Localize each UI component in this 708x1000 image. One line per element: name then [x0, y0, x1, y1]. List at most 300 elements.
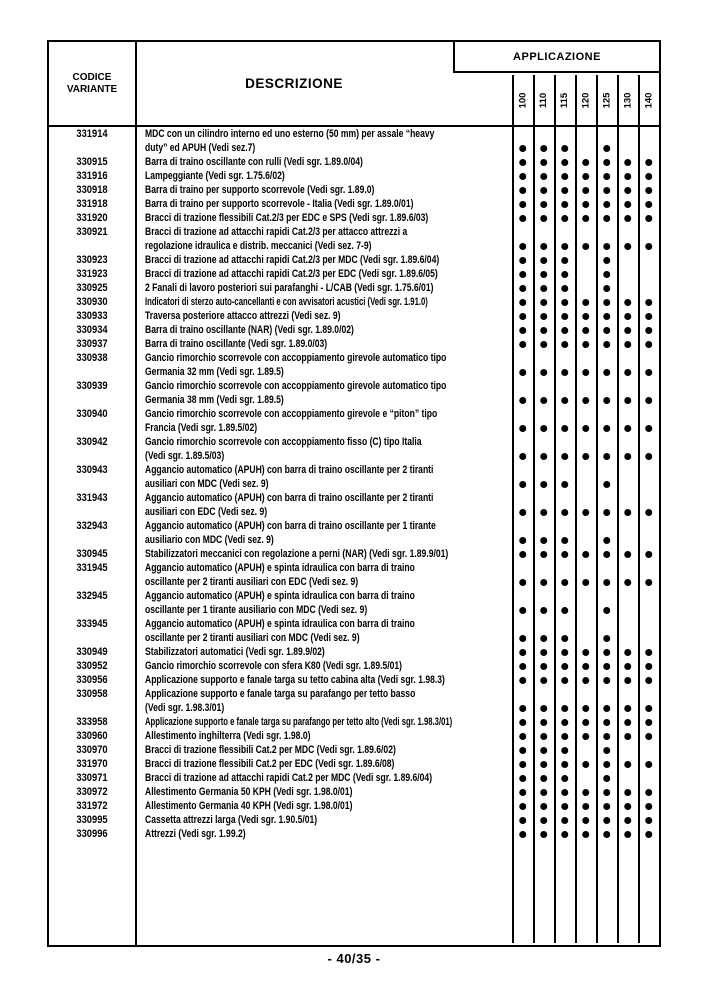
description-line: Allestimento Germania 50 KPH (Vedi sgr. 1.98.0/01): [145, 786, 353, 798]
applicability-dot: [624, 299, 632, 307]
applicability-cell-100: [512, 197, 533, 211]
applicability-dot: [519, 313, 527, 321]
parts-table: [47, 40, 661, 947]
applicability-cell-110: [533, 183, 554, 197]
applicability-cell-130: [617, 491, 638, 519]
variant-code: 330943: [76, 464, 108, 476]
table-row: [49, 743, 659, 757]
description-line: MDC con un cilindro interno ed uno esterno (50 mm) per assale “heavy: [145, 128, 435, 140]
applicability-dot: [645, 187, 653, 195]
applicability-dot: [540, 425, 548, 433]
applicability-dot: [540, 831, 548, 839]
applicability-cell-140: [638, 785, 659, 799]
applicability-cell-120: [575, 519, 596, 547]
applicability-cell-140: [638, 547, 659, 561]
variant-code: 331920: [76, 212, 108, 224]
applicability-cell-110: [533, 225, 554, 253]
variant-code: 330996: [76, 828, 108, 840]
variant-code: 330945: [76, 548, 108, 560]
applicability-cell-110: [533, 211, 554, 225]
description-line: Cassetta attrezzi larga (Vedi sgr. 1.90.5/01): [145, 814, 318, 826]
table-row: [49, 547, 659, 561]
applicability-dot: [540, 509, 548, 517]
applicability-cell-130: [617, 547, 638, 561]
applicability-dot: [645, 761, 653, 769]
applicability-dot: [582, 341, 590, 349]
applicability-dot: [561, 761, 569, 769]
variant-code: 330972: [76, 786, 108, 798]
applicability-dot: [540, 579, 548, 587]
applicability-cell-115: [554, 743, 575, 757]
applicability-dot: [603, 649, 611, 657]
applicability-cell-125: [596, 253, 617, 267]
table-row: [49, 673, 659, 687]
applicability-dot: [624, 831, 632, 839]
applicability-cell-120: [575, 379, 596, 407]
applicability-dot: [519, 285, 527, 293]
applicability-cell-100: [512, 617, 533, 645]
table-row: [49, 337, 659, 351]
applicability-cell-115: [554, 281, 575, 295]
applicability-cell-125: [596, 617, 617, 645]
applicability-dot: [540, 159, 548, 167]
variant-description: [135, 463, 512, 491]
applicability-cell-100: [512, 519, 533, 547]
applicability-dot: [561, 775, 569, 783]
applicability-cell-120: [575, 757, 596, 771]
applicability-cell-110: [533, 827, 554, 841]
applicability-cell-115: [554, 169, 575, 183]
variant-description: [135, 379, 512, 407]
applicability-dot: [582, 453, 590, 461]
description-line: Barra di traino oscillante (Vedi sgr. 1.89.0/03): [145, 338, 328, 350]
applicability-dot: [540, 313, 548, 321]
model-column-label: 120: [579, 92, 591, 108]
applicability-cell-110: [533, 337, 554, 351]
variant-code: 331914: [76, 128, 108, 140]
variant-code: 330938: [76, 352, 108, 364]
applicability-dot: [519, 677, 527, 685]
applicability-cell-140: [638, 771, 659, 785]
applicability-cell-140: [638, 687, 659, 715]
applicability-dot: [582, 831, 590, 839]
applicability-dot: [561, 425, 569, 433]
applicability-dot: [519, 803, 527, 811]
applicability-dot: [519, 215, 527, 223]
applicability-cell-140: [638, 267, 659, 281]
applicability-cell-125: [596, 267, 617, 281]
applicability-cell-110: [533, 463, 554, 491]
variant-code: 330970: [76, 744, 108, 756]
variant-code: 330956: [76, 674, 108, 686]
applicability-cell-115: [554, 183, 575, 197]
applicability-dot: [645, 831, 653, 839]
applicability-dot: [582, 705, 590, 713]
applicability-cell-100: [512, 295, 533, 309]
applicability-dot: [561, 173, 569, 181]
applicability-dot: [519, 369, 527, 377]
codice-header-line2: VARIANTE: [66, 83, 118, 95]
applicability-cell-140: [638, 673, 659, 687]
applicability-cell-120: [575, 729, 596, 743]
applicability-cell-130: [617, 659, 638, 673]
applicability-dot: [582, 761, 590, 769]
applicability-cell-140: [638, 197, 659, 211]
applicability-dot: [561, 369, 569, 377]
applicability-cell-110: [533, 659, 554, 673]
variant-description: [135, 589, 512, 617]
applicability-cell-125: [596, 589, 617, 617]
applicability-dot: [561, 299, 569, 307]
applicability-dot: [540, 705, 548, 713]
applicability-cell-140: [638, 617, 659, 645]
applicability-cell-100: [512, 211, 533, 225]
variant-code: 333945: [76, 618, 108, 630]
applicability-dot: [624, 649, 632, 657]
variant-description: [135, 211, 512, 225]
applicability-dot: [540, 369, 548, 377]
applicability-cell-120: [575, 589, 596, 617]
model-column-header-100: [512, 75, 533, 125]
applicability-cell-120: [575, 547, 596, 561]
model-column-label: 130: [621, 92, 633, 108]
applicability-cell-120: [575, 295, 596, 309]
applicability-cell-115: [554, 211, 575, 225]
description-line: Barra di traino oscillante con rulli (Vedi sgr. 1.89.0/04): [145, 156, 363, 168]
table-row: [49, 351, 659, 379]
applicability-dot: [519, 257, 527, 265]
applicability-dot: [561, 481, 569, 489]
applicability-cell-100: [512, 827, 533, 841]
applicability-cell-125: [596, 561, 617, 589]
variant-code: 330937: [76, 338, 108, 350]
variant-code: 331945: [76, 562, 108, 574]
applicability-cell-110: [533, 687, 554, 715]
applicability-dot: [582, 719, 590, 727]
applicability-cell-130: [617, 715, 638, 729]
variant-code: 330918: [76, 184, 108, 196]
applicability-dot: [624, 327, 632, 335]
applicability-cell-130: [617, 435, 638, 463]
applicability-cell-115: [554, 519, 575, 547]
applicability-cell-110: [533, 617, 554, 645]
applicability-dot: [540, 719, 548, 727]
applicability-dot: [645, 803, 653, 811]
table-row: [49, 771, 659, 785]
applicability-cell-110: [533, 715, 554, 729]
applicability-cell-120: [575, 435, 596, 463]
applicability-dot: [540, 341, 548, 349]
applicability-dot: [540, 285, 548, 293]
applicability-cell-125: [596, 519, 617, 547]
applicability-cell-100: [512, 127, 533, 155]
applicability-dot: [582, 369, 590, 377]
applicability-cell-115: [554, 309, 575, 323]
applicability-cell-110: [533, 309, 554, 323]
applicability-cell-115: [554, 407, 575, 435]
variant-description: [135, 491, 512, 519]
applicability-dot: [540, 397, 548, 405]
applicability-cell-110: [533, 547, 554, 561]
applicability-cell-130: [617, 309, 638, 323]
applicability-dot: [561, 397, 569, 405]
description-line: Allestimento inghilterra (Vedi sgr. 1.98.0): [145, 730, 311, 742]
variant-code: 331970: [76, 758, 108, 770]
applicability-cell-120: [575, 183, 596, 197]
applicability-cell-140: [638, 225, 659, 253]
variant-description: [135, 519, 512, 547]
applicability-dot: [582, 187, 590, 195]
applicability-cell-125: [596, 183, 617, 197]
applicability-dot: [540, 551, 548, 559]
variant-code: 331972: [76, 800, 108, 812]
applicability-dot: [603, 159, 611, 167]
variant-description: [135, 253, 512, 267]
applicability-dot: [561, 705, 569, 713]
applicability-cell-100: [512, 799, 533, 813]
applicability-cell-115: [554, 659, 575, 673]
applicability-dot: [645, 677, 653, 685]
variant-code: 332945: [76, 590, 108, 602]
applicability-dot: [603, 817, 611, 825]
applicability-cell-110: [533, 435, 554, 463]
applicability-dot: [603, 719, 611, 727]
applicability-cell-100: [512, 673, 533, 687]
applicability-cell-115: [554, 267, 575, 281]
applicability-dot: [519, 607, 527, 615]
applicability-dot: [603, 187, 611, 195]
applicability-cell-115: [554, 617, 575, 645]
applicability-dot: [624, 243, 632, 251]
applicability-cell-140: [638, 757, 659, 771]
variant-description: [135, 729, 512, 743]
applicability-dot: [519, 789, 527, 797]
applicability-cell-100: [512, 547, 533, 561]
variant-description: [135, 673, 512, 687]
applicability-cell-130: [617, 351, 638, 379]
applicability-cell-130: [617, 281, 638, 295]
applicability-cell-100: [512, 729, 533, 743]
description-line: Aggancio automatico (APUH) con barra di traino oscillante per 1 tirante: [145, 520, 436, 532]
applicability-cell-120: [575, 617, 596, 645]
applicability-cell-110: [533, 785, 554, 799]
applicability-cell-140: [638, 519, 659, 547]
applicability-cell-120: [575, 715, 596, 729]
applicability-cell-125: [596, 379, 617, 407]
applicability-cell-115: [554, 351, 575, 379]
applicability-dot: [561, 649, 569, 657]
applicability-dot: [603, 747, 611, 755]
table-row: [49, 589, 659, 617]
description-line: Aggancio automatico (APUH) e spinta idraulica con barra di traino: [145, 590, 415, 602]
applicability-dot: [603, 425, 611, 433]
applicability-dot: [624, 425, 632, 433]
applicability-dot: [645, 215, 653, 223]
applicability-cell-115: [554, 379, 575, 407]
description-line: Applicazione supporto e fanale targa su parafango per tetto basso: [145, 688, 416, 700]
description-line: Gancio rimorchio scorrevole con sfera K80 (Vedi sgr. 1.89.5/01): [145, 660, 403, 672]
applicability-dot: [624, 663, 632, 671]
description-line: Barra di traino per supporto scorrevole - Italia (Vedi sgr. 1.89.0/01): [145, 198, 414, 210]
applicability-cell-115: [554, 771, 575, 785]
applicability-cell-120: [575, 645, 596, 659]
applicability-cell-110: [533, 267, 554, 281]
applicability-cell-140: [638, 183, 659, 197]
applicability-cell-125: [596, 715, 617, 729]
applicability-cell-125: [596, 813, 617, 827]
applicability-cell-140: [638, 295, 659, 309]
applicability-cell-130: [617, 197, 638, 211]
applicability-cell-125: [596, 309, 617, 323]
applicability-dot: [561, 803, 569, 811]
applicability-cell-115: [554, 729, 575, 743]
description-line: Applicazione supporto e fanale targa su tetto cabina alta (Vedi sgr. 1.98.3): [145, 674, 445, 686]
applicability-cell-125: [596, 771, 617, 785]
applicability-dot: [582, 803, 590, 811]
applicability-cell-125: [596, 281, 617, 295]
applicability-dot: [519, 705, 527, 713]
applicability-dot: [519, 243, 527, 251]
variant-description: [135, 183, 512, 197]
table-row: [49, 169, 659, 183]
applicability-cell-120: [575, 561, 596, 589]
applicability-cell-100: [512, 309, 533, 323]
applicability-dot: [519, 453, 527, 461]
applicability-cell-140: [638, 743, 659, 757]
applicability-cell-130: [617, 155, 638, 169]
applicability-cell-140: [638, 211, 659, 225]
variant-description: [135, 813, 512, 827]
model-column-header-120: [575, 75, 596, 125]
table-row: [49, 323, 659, 337]
variant-description: [135, 715, 512, 729]
applicability-cell-140: [638, 337, 659, 351]
applicability-dot: [603, 271, 611, 279]
applicability-cell-125: [596, 435, 617, 463]
applicability-cell-130: [617, 169, 638, 183]
applicability-dot: [645, 313, 653, 321]
applicability-cell-110: [533, 407, 554, 435]
applicability-dot: [519, 747, 527, 755]
applicability-cell-130: [617, 323, 638, 337]
applicability-cell-110: [533, 295, 554, 309]
applicability-cell-115: [554, 561, 575, 589]
applicability-dot: [561, 607, 569, 615]
applicability-dot: [645, 341, 653, 349]
applicability-dot: [582, 677, 590, 685]
variant-code: 330952: [76, 660, 108, 672]
applicability-cell-115: [554, 225, 575, 253]
applicability-dot: [582, 817, 590, 825]
applicability-dot: [645, 327, 653, 335]
variant-description: [135, 407, 512, 435]
variant-description: [135, 267, 512, 281]
applicability-dot: [603, 145, 611, 153]
applicability-cell-120: [575, 155, 596, 169]
variant-code: 332943: [76, 520, 108, 532]
description-line: Aggancio automatico (APUH) e spinta idraulica con barra di traino: [145, 618, 415, 630]
applicability-cell-130: [617, 337, 638, 351]
variant-code: 331923: [76, 268, 108, 280]
applicability-cell-110: [533, 197, 554, 211]
applicability-dot: [603, 803, 611, 811]
applicability-dot: [519, 817, 527, 825]
applicability-cell-115: [554, 127, 575, 155]
applicability-dot: [582, 397, 590, 405]
applicability-dot: [519, 159, 527, 167]
applicability-dot: [540, 789, 548, 797]
model-column-label: 110: [537, 92, 549, 108]
applicability-cell-115: [554, 589, 575, 617]
applicability-cell-120: [575, 813, 596, 827]
applicability-dot: [603, 341, 611, 349]
applicability-dot: [540, 201, 548, 209]
description-line: Bracci di trazione ad attacchi rapidi Cat.2/3 per EDC (Vedi sgr. 1.89.6/05): [145, 268, 438, 280]
applicability-cell-100: [512, 687, 533, 715]
applicability-cell-130: [617, 799, 638, 813]
applicability-cell-100: [512, 645, 533, 659]
applicability-dot: [582, 159, 590, 167]
variant-code: 331916: [76, 170, 108, 182]
applicability-dot: [561, 243, 569, 251]
applicability-dot: [561, 817, 569, 825]
applicability-dot: [645, 649, 653, 657]
applicability-cell-110: [533, 281, 554, 295]
applicazione-header: APPLICAZIONE: [453, 42, 659, 73]
descrizione-header: DESCRIZIONE: [245, 76, 343, 91]
applicability-cell-130: [617, 771, 638, 785]
applicability-cell-120: [575, 309, 596, 323]
description-line: (Vedi sgr. 1.98.3/01): [145, 702, 225, 714]
description-line: Barra di traino oscillante (NAR) (Vedi sgr. 1.89.0/02): [145, 324, 354, 336]
table-row: [49, 715, 659, 729]
applicability-cell-125: [596, 337, 617, 351]
model-column-header-130: [617, 75, 638, 125]
table-body: [49, 127, 659, 841]
applicability-cell-110: [533, 351, 554, 379]
applicability-dot: [624, 397, 632, 405]
applicability-dot: [624, 453, 632, 461]
applicability-dot: [624, 313, 632, 321]
applicability-cell-140: [638, 379, 659, 407]
variant-code: 330934: [76, 324, 108, 336]
applicability-dot: [561, 187, 569, 195]
applicability-dot: [561, 509, 569, 517]
applicability-cell-110: [533, 561, 554, 589]
applicability-cell-125: [596, 729, 617, 743]
applicability-dot: [603, 299, 611, 307]
applicability-cell-100: [512, 715, 533, 729]
applicability-cell-115: [554, 813, 575, 827]
model-column-label: 100: [516, 92, 528, 108]
applicability-cell-120: [575, 771, 596, 785]
applicability-cell-120: [575, 659, 596, 673]
applicability-dot: [540, 663, 548, 671]
applicability-cell-140: [638, 729, 659, 743]
applicability-dot: [519, 201, 527, 209]
applicability-cell-140: [638, 799, 659, 813]
applicability-dot: [645, 201, 653, 209]
applicability-cell-110: [533, 155, 554, 169]
variant-description: [135, 743, 512, 757]
applicability-dot: [603, 201, 611, 209]
applicability-dot: [561, 257, 569, 265]
applicability-dot: [624, 159, 632, 167]
table-row: [49, 519, 659, 547]
codice-header-line1: CODICE: [72, 71, 112, 83]
description-line: ausiliari con EDC (Vedi sez. 9): [145, 506, 268, 518]
description-line: Stabilizzatori meccanici con regolazione a perni (NAR) (Vedi sgr. 1.89.9/01): [145, 548, 449, 560]
